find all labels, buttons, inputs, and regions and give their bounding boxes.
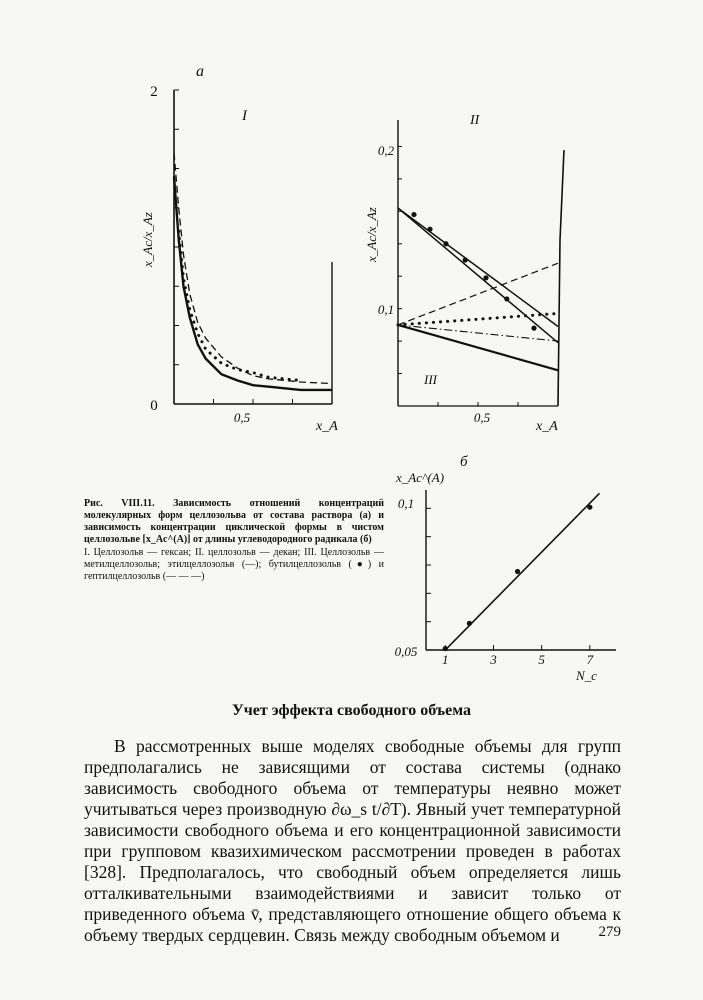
panel-label-I: I — [242, 108, 247, 124]
figure-caption — [84, 498, 384, 583]
series-line — [445, 493, 599, 650]
caption-title: Рис. VIII.11. Зависимость отношений концентраций молекулярных форм целлозольва от состава раствора (а) и зависимость концентрации циклической формы в чистом целлозольве [x_Ac^(A)] от длины углеводородного радикала (б) — [84, 498, 384, 545]
caption-legend: I. Целлозольв — гексан; II. целлозольв — декан; III. Целлозольв — метилцеллозольв; этилцеллозольв (—); бутилцеллозольв (●) и гептилцеллозольв (— — —) — [84, 547, 384, 582]
panel-letter-a: а — [196, 63, 204, 80]
y-axis-label: x_Ac^(A) — [396, 470, 445, 485]
y-tick-0: 0 — [150, 398, 158, 414]
y-tick-02: 0,2 — [377, 143, 395, 158]
x-axis-label: x_A — [536, 419, 558, 434]
panel-label-III: III — [424, 372, 437, 387]
body-paragraph: В рассмотренных выше моделях свободные объемы для групп предполагались не зависящими от состава системы (однако зависимость свободного объема от температуры неявно может учитываться через производную ∂ω_s t/∂T). Явный учет температурной зависимости свободного объема и его концентрационной зависимости при групповом квазихимическом рассмотрении проведен в работах [328]. Предполагалось, что свободный объем определяется лишь отталкивательными взаимодействиями и зависит только от приведенного объема v̄, представляющего отношение общего объема к объему твердых сердцевин. Связь между свободным объемом и — [84, 736, 621, 945]
x-tick-label: 1 — [442, 652, 449, 667]
x-tick-label: 5 — [538, 652, 545, 667]
body-text — [84, 736, 621, 946]
panel-letter-b: б — [460, 454, 468, 470]
series-line — [174, 176, 332, 390]
panel-label-II: II — [470, 113, 480, 128]
data-point — [411, 212, 416, 217]
y-axis-label: x_Ac/x_Az — [364, 207, 379, 262]
data-point — [531, 326, 536, 331]
y-tick-2: 2 — [150, 84, 158, 100]
y-tick-005: 0,05 — [394, 644, 418, 659]
section-heading: Учет эффекта свободного объема — [231, 702, 472, 719]
series-line — [398, 208, 558, 326]
x-tick-05: 0,5 — [233, 410, 251, 425]
x-tick-label: 3 — [490, 652, 497, 667]
y-tick-01: 0,1 — [377, 302, 395, 317]
series-line — [179, 231, 301, 380]
chart-a — [130, 62, 350, 442]
x-axis-label: x_A — [316, 419, 338, 434]
x-tick-05: 0,5 — [473, 410, 491, 425]
chart-b — [360, 100, 580, 440]
x-axis-label: N_c — [576, 668, 597, 683]
right-border — [558, 150, 564, 406]
series-line — [398, 325, 558, 370]
data-point — [515, 569, 520, 574]
y-tick-01: 0,1 — [397, 496, 415, 511]
page-number: 279 — [598, 924, 621, 940]
series-line — [174, 153, 332, 384]
x-tick-label: 7 — [586, 652, 594, 667]
y-axis-label: x_Ac/x_Az — [140, 212, 155, 267]
chart-c — [390, 450, 630, 690]
series-line — [398, 208, 558, 343]
